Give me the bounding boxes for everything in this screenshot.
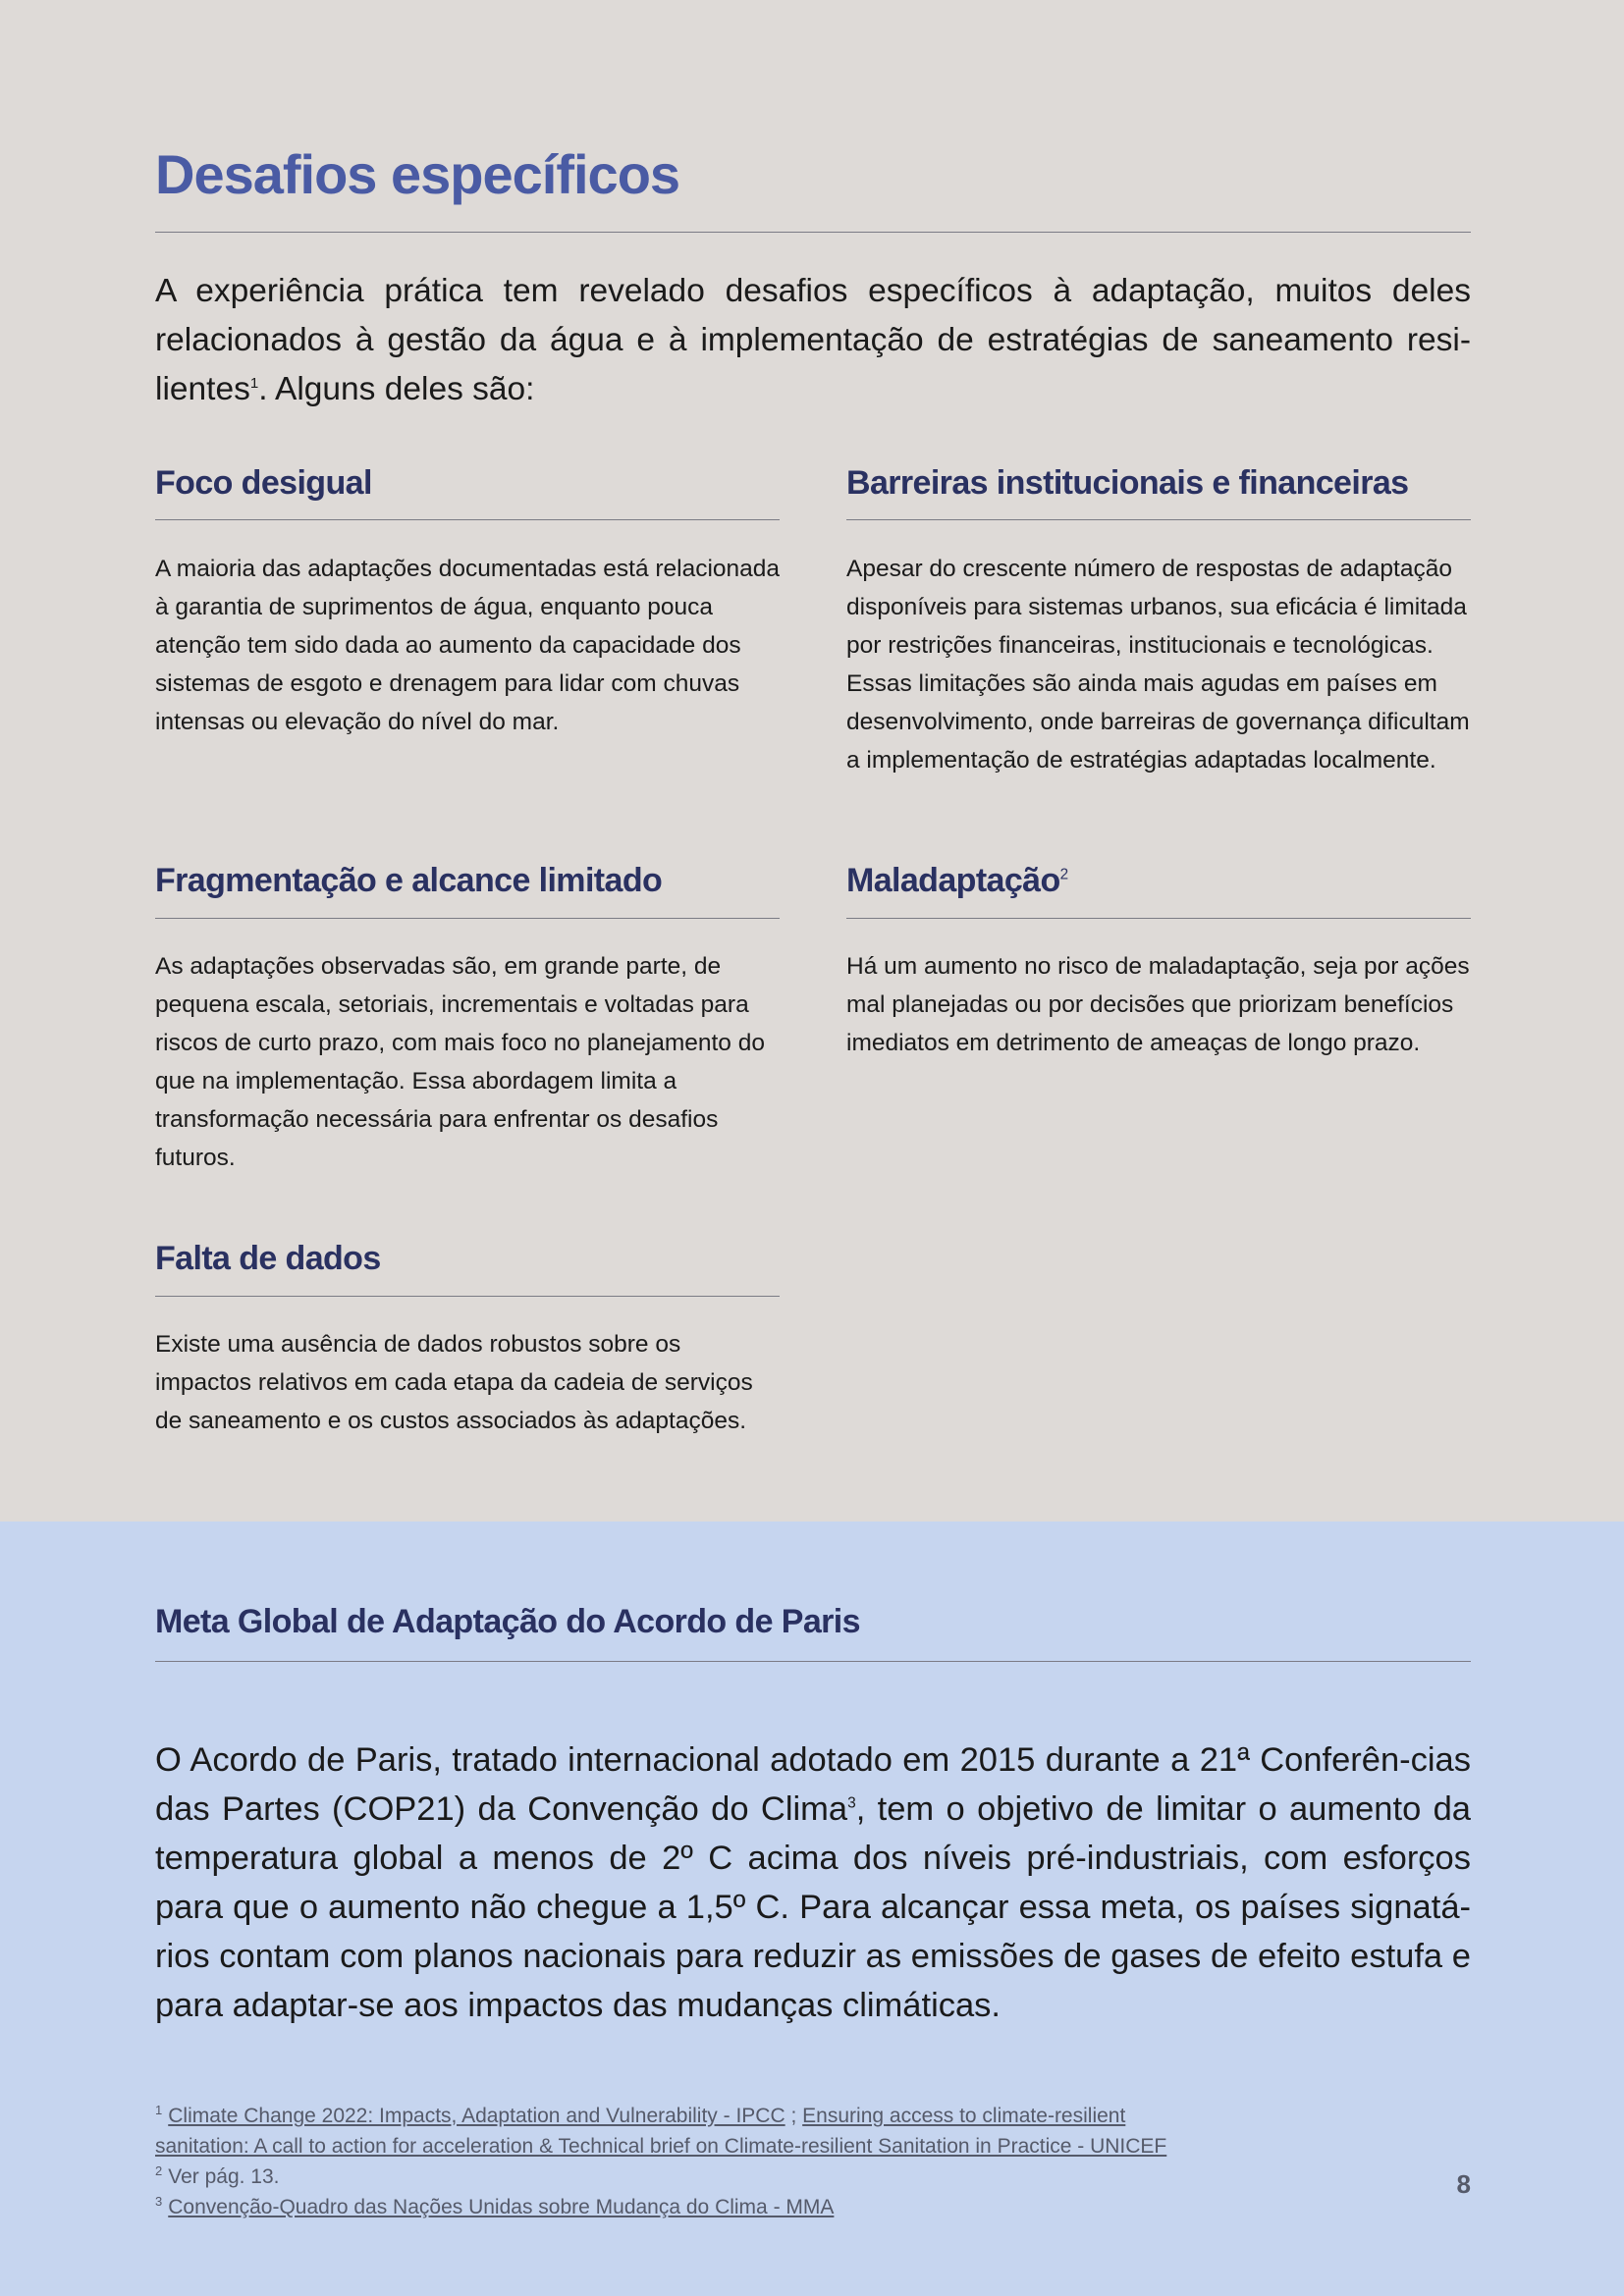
section-divider: [846, 519, 1471, 520]
footnote-link-mma[interactable]: Convenção-Quadro das Nações Unidas sobre Mudança do Clima - MMA: [168, 2196, 835, 2218]
footnote-1-continued: [155, 2131, 1333, 2162]
footnote-mark: 2: [155, 2163, 163, 2178]
footnote-2-text: Ver pág. 13.: [168, 2165, 280, 2188]
section-divider: [155, 519, 780, 520]
footnote-ref-2[interactable]: 2: [1059, 866, 1068, 883]
footnote-link-unicef-continued[interactable]: sanitation: A call to action for acceleration & Technical brief on Climate-resilient Sanitation in Practice - UNICEF: [155, 2135, 1167, 2158]
section-heading-barreiras: Barreiras institucionais e financeiras: [846, 464, 1409, 502]
footnote-1: [155, 2101, 1333, 2131]
paris-text: O Acordo de Paris, tratado internacional adotado em 2015 durante a 21ª Conferên-cias das Partes (COP21) da Convenção do Clima: [155, 1741, 1471, 1828]
footnote-2: [155, 2162, 1333, 2192]
intro-text: A experiência prática tem revelado desafios específicos à adaptação, muitos deles relacionados à gestão da água e à implementação de estratégias de saneamento resi-lientes: [155, 273, 1471, 407]
section-divider: [846, 918, 1471, 919]
footnote-link-ipcc[interactable]: Climate Change 2022: Impacts, Adaptation and Vulnerability - IPCC: [168, 2105, 785, 2127]
paris-paragraph: [155, 1735, 1471, 2030]
section-heading-foco-desigual: Foco desigual: [155, 464, 372, 502]
section-body-fragmentacao: As adaptações observadas são, em grande parte, de pequena escala, setoriais, incrementais e voltadas para riscos de curto prazo, com mais foco no planejamento do que na implementação. Essa abordagem limita a transformação necessária para enfrentar os desafios futuros.: [155, 953, 765, 1171]
section-body-foco-desigual: A maioria das adaptações documentadas está relacionada à garantia de suprimentos de água, enquanto pouca atenção tem sido dada ao aumento da capacidade dos sistemas de esgoto e drenagem para lidar com chuvas intensas ou elevação do nível do mar.: [155, 556, 781, 735]
maladaptacao-heading-text: Maladaptação: [846, 862, 1060, 899]
footnote-link-unicef[interactable]: Ensuring access to climate-resilient: [802, 2105, 1126, 2127]
section-heading-fragmentacao: Fragmentação e alcance limitado: [155, 862, 663, 899]
title-divider: [155, 232, 1471, 233]
page-number: 8: [1456, 2169, 1471, 2199]
paris-divider: [155, 1661, 1471, 1662]
footnotes: [155, 2101, 1333, 2222]
section-body-falta-de-dados: Existe uma ausência de dados robustos sobre os impactos relativos em cada etapa da cadeia de serviços de saneamento e os custos associados às adaptações.: [155, 1331, 753, 1434]
section-divider: [155, 1296, 780, 1297]
intro-paragraph: [155, 267, 1471, 414]
page-title: Desafios específicos: [155, 143, 680, 205]
section-body-barreiras: Apesar do crescente número de respostas de adaptação disponíveis para sistemas urbanos, sua eficácia é limitada por restrições financeiras, institucionais e tecnológicas. Essas limitações são ainda mais agudas em países em desenvolvimento, onde barreiras de governança dificultam a implementação de estratégias adaptadas localmente.: [846, 556, 1470, 774]
footnote-ref-1[interactable]: 1: [249, 374, 259, 392]
section-divider: [155, 918, 780, 919]
section-heading-falta-de-dados: Falta de dados: [155, 1240, 381, 1277]
footnote-mark: 1: [155, 2103, 163, 2117]
footnote-mark: 3: [155, 2194, 163, 2209]
paris-heading: Meta Global de Adaptação do Acordo de Paris: [155, 1603, 860, 1640]
footnote-separator: ;: [790, 2105, 797, 2127]
section-heading-maladaptacao: [846, 859, 1068, 902]
footnote-3: [155, 2192, 1333, 2222]
intro-text-end: . Alguns deles são:: [258, 371, 535, 407]
footnote-ref-3[interactable]: 3: [847, 1794, 856, 1812]
paris-text-end: , tem o objetivo de limitar o aumento da temperatura global a menos de 2º C acima dos níveis pré-industriais, com esforços para que o aumento não chegue a 1,5º C. Para alcançar essa meta, os países signatá-rios contam com planos nacionais para reduzir as emissões de gases de efeito estufa e para adaptar-se aos impactos das mudanças climáticas.: [155, 1790, 1471, 2024]
section-body-maladaptacao: Há um aumento no risco de maladaptação, seja por ações mal planejadas ou por decisões que priorizam benefícios imediatos em detrimento de ameaças de longo prazo.: [846, 953, 1470, 1056]
